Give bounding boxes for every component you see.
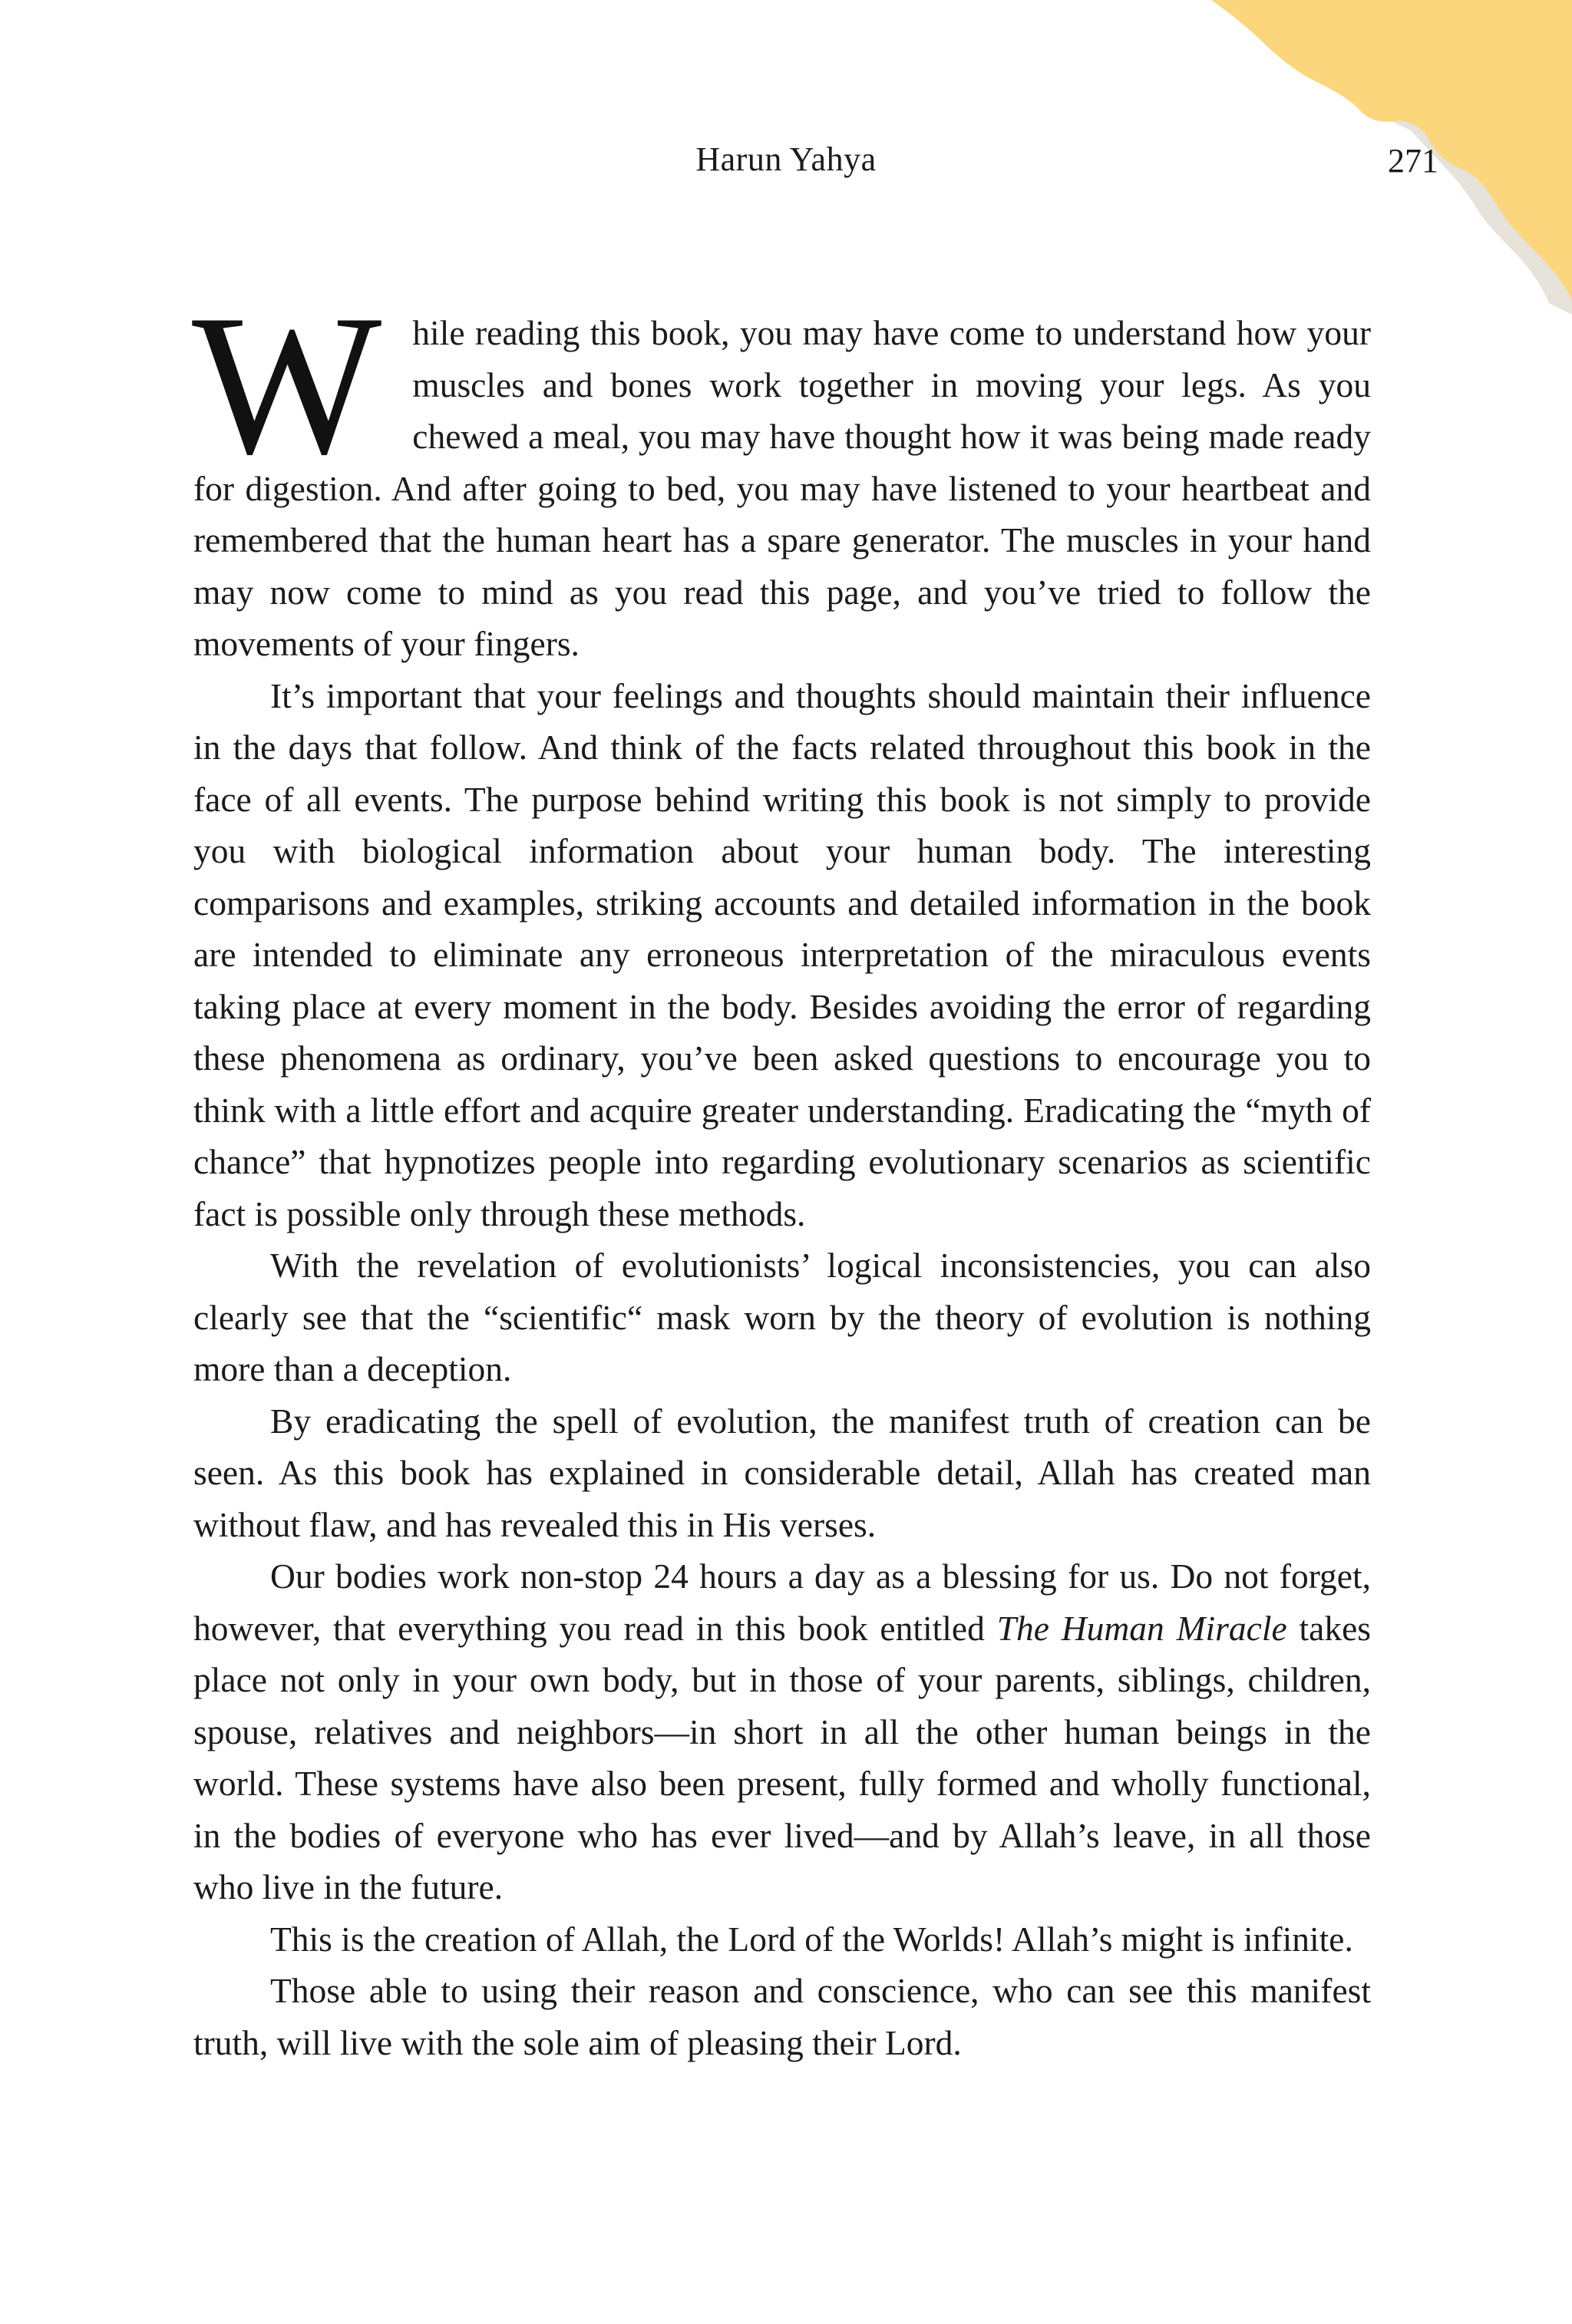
drop-cap: W	[192, 273, 382, 496]
paragraph-7: Those able to using their reason and conscience, who can see this manifest truth, will live with the sole aim of pleasing their Lord.	[193, 1971, 1371, 2062]
paragraph-4: By eradicating the spell of evolution, the manifest truth of creation can be seen. As this book has explained in considerable detail, Allah has created man without flaw, and has revealed this in His verses.	[193, 1401, 1371, 1544]
paragraph-2: It’s important that your feelings and thoughts should maintain their influence in the days that follow. And think of the facts related throughout this book in the face of all events. The purpose behind writing this book is not simply to provide you with biological information about your human body. The interesting comparisons and examples, striking accounts and detailed information in the book are intended to eliminate any erroneous interpretation of the miraculous events taking place at every moment in the body. Besides avoiding the error of regarding these phenomena as ordinary, you’ve been asked questions to encourage you to think with a little effort and acquire greater understanding. Eradicating the “myth of chance” that hypnotizes people into regarding evolutionary scenarios as scientific fact is possible only through these methods.	[193, 675, 1371, 1233]
paragraph-5-text-after: takes place not only in your own body, but in those of your parents, siblings, children, spouse, relatives and neighbors—in short in all the other human beings in the world. These systems have also been present, fully formed and wholly functional, in the bodies of everyone who has ever lived—and by Allah’s leave, in all those who live in the future.	[193, 1608, 1371, 1906]
paragraph-3: With the revelation of evolutionists’ logical inconsistencies, you can also clearly see that the “scientific“ mask worn by the theory of evolution is nothing more than a deception.	[193, 1246, 1371, 1388]
paragraph-1-text: hile reading this book, you may have come to understand how your muscles and bones work together in moving your legs. As you chewed a meal, you may have thought how it was being made ready for digestion. And after going to bed, you may have listened to your heartbeat and remembered that the human heart has a spare generator. The muscles in your hand may now come to mind as you read this page, and you’ve tried to follow the movements of your fingers.	[193, 313, 1371, 663]
paragraph-1	[192, 273, 1371, 670]
page-number: 271	[1388, 142, 1438, 180]
running-title: Harun Yahya	[695, 140, 877, 178]
body-text	[192, 273, 1371, 2068]
paragraph-6: This is the creation of Allah, the Lord of the Worlds! Allah’s might is infinite.	[270, 1919, 1353, 1959]
paragraph-5-text-before: Our bodies work non-stop 24 hours a day as a blessing for us. Do not forget, however, that everything you read in this book entitled	[193, 1556, 1371, 1648]
book-title: The Human Miracle	[996, 1608, 1287, 1648]
running-header	[0, 137, 1572, 183]
paragraph-5	[193, 1550, 1371, 1913]
